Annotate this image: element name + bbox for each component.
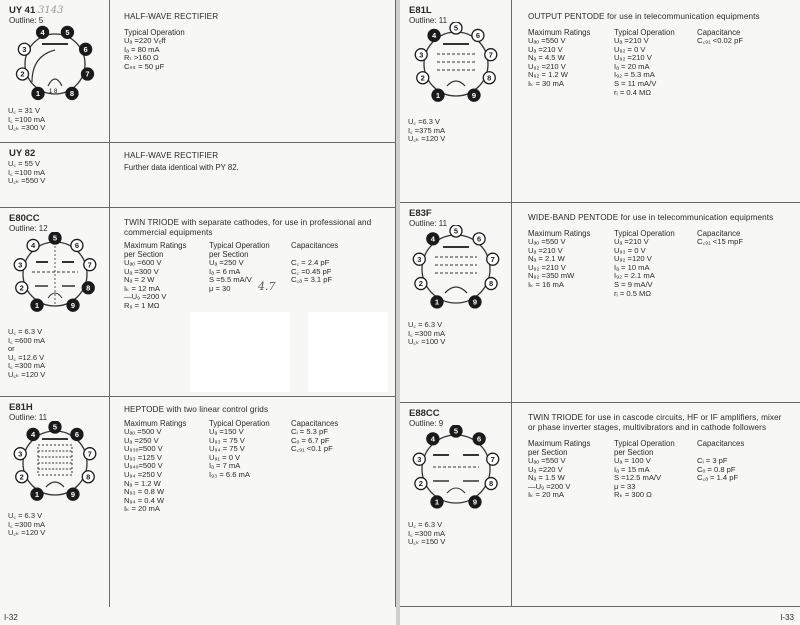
pin-number: 9 [472, 497, 478, 507]
entry-e88cc [400, 403, 800, 607]
capacitances-column [697, 439, 744, 500]
outline-label: Outline: 12 [9, 224, 48, 233]
entry-title: HALF-WAVE RECTIFIER [124, 151, 219, 160]
pin-number: 1 [435, 90, 441, 100]
specs-columns [528, 439, 744, 500]
rating-line: Uₐ =210 V [528, 245, 563, 255]
entry-main [124, 143, 389, 207]
pin-number: 8 [489, 479, 494, 489]
heater-specs [408, 118, 445, 144]
rating-line: μ = 30 [209, 283, 231, 293]
outline-label: Outline: 5 [9, 16, 44, 25]
title-line: TWIN TRIODE with separate cathodes, for use in professional and [124, 218, 372, 227]
heater-cathode-voltage: U꜀ₖ =300 V [8, 123, 46, 133]
typical-operation-header: Typical Operation [614, 439, 675, 448]
rating-line: Nₐ = 1.5 W [528, 473, 565, 483]
rating-line: Uₐ =300 V [124, 266, 159, 276]
title-line: TWIN TRIODE for use in cascode circuits, HF or IF amplifiers, mixer [528, 413, 782, 422]
entry-title: WIDE-BAND PENTODE for use in telecommunication equipments [528, 213, 774, 222]
capacitances-header: Capacitances [291, 419, 339, 428]
pin-number: 3 [18, 449, 23, 459]
entry-title [124, 218, 389, 238]
pin-number: 3 [18, 260, 23, 270]
capacitance-line: C꜀₉₁ <15 mpF [697, 237, 743, 246]
specs-columns [124, 419, 338, 514]
rating-line: Uₐ =210 V [528, 44, 563, 54]
typical-operation-column [124, 28, 185, 71]
rating-line: U₉₃ =125 V [124, 452, 162, 462]
outline-label: Outline: 11 [409, 219, 448, 228]
blank-patch [190, 312, 290, 392]
title-line: commercial equipments [124, 228, 213, 237]
heater-specs [408, 321, 445, 347]
rating-line: U₉₃ = 75 V [209, 435, 245, 445]
rating-line: U₉₄ = 75 V [209, 444, 245, 454]
max-ratings-subheader: per Section [528, 448, 568, 457]
rating-line: R₉ = 1 MΩ [124, 300, 160, 310]
tube-name: E83F [409, 208, 432, 219]
page-right [400, 0, 800, 625]
pin-diagram [2, 421, 108, 507]
rating-line: Nₐ = 4.5 W [528, 53, 565, 63]
heater-voltage: U꜀ = 6.3 V [408, 520, 443, 529]
rating-line: S = 9 mA/V [614, 279, 653, 289]
typical-operation-column [209, 241, 291, 311]
title-line: or phase inverter stages, multivibrators and in cathode followers [528, 423, 767, 432]
pin-number: 1 [434, 497, 440, 507]
capacitance-line: C꜀ = 2.4 pF [291, 258, 330, 267]
capacitance-column [697, 28, 743, 97]
rating-line: Uₐ =250 V [124, 435, 159, 445]
rating-line: N₉₃ = 0.8 W [124, 487, 165, 497]
max-ratings-header: Maximum Ratings [528, 28, 591, 37]
pin-number: 3 [22, 44, 27, 54]
heater-current-alt: I꜀ =300 mA [8, 361, 45, 371]
pin-number: 3 [417, 254, 422, 264]
entry-uy82 [0, 143, 396, 208]
pin-diagram [402, 225, 510, 315]
pin-number: 1 [35, 89, 41, 99]
heater-voltage: U꜀ =6.3 V [408, 117, 440, 126]
entry-sidebar [0, 397, 110, 607]
pin-number: 6 [74, 241, 80, 251]
pin-number: 2 [19, 283, 24, 293]
pin-number: 7 [490, 254, 495, 264]
rating-line: U₉₂ =210 V [528, 61, 566, 71]
pin-number: 6 [477, 434, 482, 444]
rating-line: Iₐ = 7 mA [209, 461, 241, 471]
pin-number: 3 [417, 454, 422, 464]
rating-line: I₉₃ = 6.6 mA [209, 469, 250, 479]
typical-operation-header: Typical Operation [124, 28, 185, 37]
pin-number: 8 [487, 73, 492, 83]
rating-line: U₉₂ =210 V [614, 53, 652, 63]
entry-e80cc [0, 208, 396, 397]
capacitance-header: Capacitance [697, 28, 741, 37]
rating-line: Iₖ = 12 mA [124, 283, 160, 293]
entry-title [528, 413, 794, 433]
pin-number: 7 [87, 449, 92, 459]
outline-label: Outline: 9 [409, 419, 444, 428]
heater-cathode-voltage: U꜀ₖ =550 V [8, 176, 46, 186]
rating-line: μ = 33 [614, 481, 636, 491]
heater-current: I꜀ =300 mA [8, 519, 45, 529]
rating-line: Iₐ = 20 mA [614, 61, 650, 71]
heater-voltage: U꜀ = 55 V [8, 159, 40, 168]
rating-line: S =12.5 mA/V [614, 473, 662, 483]
max-ratings-column [124, 419, 209, 514]
heater-cathode-voltage: U꜀ₖ =100 V [408, 337, 446, 347]
typical-operation-column [614, 28, 697, 97]
entry-uy41 [0, 0, 396, 143]
capacitance-line: Cᵢ = 3 pF [697, 456, 728, 465]
heater-current: I꜀ =300 mA [408, 328, 445, 338]
entry-e81h [0, 397, 396, 607]
max-ratings-column [528, 229, 614, 298]
heater-voltage: U꜀ = 6.3 V [8, 327, 43, 336]
entry-sidebar [0, 143, 110, 207]
pin-diagram [2, 232, 108, 318]
entry-main [124, 0, 389, 142]
rating-line: Rₜ >160 Ω [124, 53, 159, 63]
max-ratings-subheader: per Section [124, 250, 164, 259]
rating-line: Iₐ = 15 mA [614, 464, 650, 474]
pin-number: 5 [453, 226, 459, 236]
rating-line: I₉₂ = 5.3 mA [614, 70, 655, 80]
rating-line: U₉₄ =250 V [124, 469, 162, 479]
pin-number: 7 [87, 260, 92, 270]
heater-specs [408, 521, 445, 547]
page-number-left: I-32 [4, 613, 18, 622]
rating-line: Uₐ =210 V [614, 237, 649, 246]
capacitances-header: Capacitances [697, 439, 745, 448]
capacitance-line: Cₒ = 0.8 pF [697, 464, 736, 474]
rating-line: Rₖ = 300 Ω [614, 490, 652, 500]
typical-operation-header: Typical Operation [209, 419, 270, 428]
pin-number: 9 [472, 297, 478, 307]
base-label: 1 8 [49, 89, 58, 95]
pin-number: 8 [489, 279, 494, 289]
pin-number: 5 [65, 27, 70, 37]
rating-line: —U₉ =200 V [124, 292, 167, 302]
rating-line: U₉₃ₒ=500 V [124, 444, 163, 454]
rating-line: N₉₂ =350 mW [528, 271, 575, 281]
rating-line: Nₐ = 2.1 W [528, 254, 565, 264]
pin-number: 7 [490, 454, 495, 464]
pin-number: 5 [453, 426, 459, 436]
heater-current: I꜀ =100 mA [8, 167, 45, 177]
pin-number: 4 [30, 241, 36, 251]
pin-number: 2 [420, 73, 425, 83]
rating-line: rᵢ = 0.5 MΩ [614, 288, 652, 298]
rating-line: Uₐ =150 V [209, 427, 244, 436]
pin-number: 1 [34, 300, 40, 310]
pin-diagram [402, 425, 510, 515]
rating-line: Uₐ =250 V [209, 258, 244, 267]
rating-line: Uₐ =220 Vₑff [124, 36, 166, 45]
heater-specs [8, 512, 45, 538]
pin-number: 4 [430, 434, 435, 444]
heater-cathode-voltage: U꜀ₖ =120 V [8, 528, 46, 538]
handwritten-note: 4.7 [258, 280, 276, 293]
capacitance-line: Cᵢ = 5.3 pF [291, 427, 328, 436]
pin-diagram [2, 24, 108, 102]
rating-line: Uₐ =210 V [614, 36, 649, 45]
rating-line: Uₐₒ =550 V [528, 456, 566, 465]
typical-operation-subheader: per Section [614, 448, 654, 457]
pin-number: 8 [86, 472, 91, 482]
entry-main [528, 203, 794, 402]
rating-line: Iₖ = 16 mA [528, 279, 564, 289]
entry-sidebar [400, 403, 512, 606]
blank-patch [308, 312, 388, 392]
pin-number: 9 [471, 90, 477, 100]
heater-current: I꜀ =100 mA [8, 114, 45, 124]
rating-line: Uₐₒ =500 V [124, 427, 162, 436]
rating-line: Iₐ = 6 mA [209, 266, 241, 276]
max-ratings-column [528, 439, 614, 500]
rating-line: Iₖ = 20 mA [124, 504, 160, 514]
specs-columns [124, 28, 185, 71]
pin-number: 4 [431, 31, 437, 41]
tube-name: E80CC [9, 213, 40, 224]
entry-title: HALF-WAVE RECTIFIER [124, 12, 219, 21]
entry-sidebar [400, 203, 512, 402]
tube-name: E88CC [409, 408, 440, 419]
rating-line: N₉₂ = 1.2 W [528, 70, 568, 80]
rating-line: Uₐₒ =550 V [528, 237, 566, 246]
outline-label: Outline: 11 [409, 16, 448, 25]
rating-line: Iₐ = 10 mA [614, 262, 650, 272]
tube-name: UY 41 [9, 5, 36, 16]
rating-line: rᵢ = 0.4 MΩ [614, 87, 652, 97]
handwritten-note: 3143 [38, 5, 64, 16]
pin-number: 2 [19, 472, 24, 482]
entry-e81l [400, 0, 800, 203]
heater-current: I꜀ =300 mA [408, 528, 445, 538]
pin-number: 2 [418, 279, 423, 289]
pin-number: 4 [430, 234, 435, 244]
pin-number: 8 [86, 283, 91, 293]
pin-number: 7 [488, 50, 493, 60]
entry-main [528, 0, 794, 202]
tube-name: UY 82 [9, 148, 36, 159]
rating-line: Nₐ = 1.2 W [124, 478, 161, 488]
pin-number: 2 [418, 479, 423, 489]
pin-number: 8 [69, 89, 75, 99]
rating-line: I₉₂ = 2.1 mA [614, 271, 655, 281]
rating-line: N₉₄ = 0.4 W [124, 495, 165, 505]
rating-line: U₉₃ = 0 V [614, 245, 646, 255]
capacitance-line: Cₒ = 6.7 pF [291, 435, 330, 445]
max-ratings-column [124, 241, 209, 311]
rating-line: U₉₁ = 0 V [209, 452, 241, 462]
max-ratings-header: Maximum Ratings [528, 439, 591, 448]
pin-number: 5 [453, 23, 459, 33]
heater-cathode-voltage: U꜀ₖ =150 V [408, 537, 446, 547]
pin-number: 1 [34, 489, 40, 499]
capacitance-line: C꜀ =0.45 pF [291, 266, 332, 276]
entry-main [528, 403, 794, 606]
heater-specs [8, 160, 45, 186]
capacitance-line: C꜀₉₁ <0.1 pF [291, 444, 333, 454]
pin-diagram [402, 22, 510, 108]
tube-name: E81H [9, 402, 33, 413]
heater-or: or [8, 344, 15, 354]
pin-number: 7 [85, 69, 90, 79]
pin-number: 6 [74, 430, 80, 440]
page-number-right: I-33 [780, 613, 794, 622]
typical-operation-subheader: per Section [209, 250, 249, 259]
entry-sidebar [0, 0, 110, 142]
rating-line: U₉₂ = 0 V [614, 44, 646, 54]
specs-columns [528, 28, 743, 97]
heater-voltage: U꜀ = 6.3 V [408, 320, 443, 329]
rating-line: S =5.5 mA/V [209, 275, 252, 285]
pin-number: 1 [434, 297, 440, 307]
capacitance-line: C꜀ₐ = 3.1 pF [291, 275, 333, 285]
pin-number: 9 [70, 300, 76, 310]
pin-number: 6 [475, 31, 481, 41]
max-ratings-header: Maximum Ratings [528, 229, 591, 238]
entry-title: OUTPUT PENTODE for use in telecommunication equipments [528, 12, 760, 21]
pin-number: 6 [83, 44, 88, 54]
rating-line: Iₖ = 20 mA [528, 490, 564, 500]
typical-operation-header: Typical Operation [614, 28, 675, 37]
capacitance-header: Capacitance [697, 229, 741, 238]
rating-line: Cₙₗₜ = 50 μF [124, 61, 165, 71]
typical-operation-header: Typical Operation [614, 229, 675, 238]
specs-columns [124, 241, 338, 311]
rating-line: Nₐ = 2 W [124, 275, 155, 285]
capacitances-column [291, 419, 338, 514]
rating-line: U₉₄ₒ=500 V [124, 461, 163, 471]
capacitance-line: C꜀₉₁ <0.02 pF [697, 36, 743, 45]
page-left [0, 0, 396, 625]
entry-sidebar [400, 0, 512, 202]
heater-voltage-alt: U꜀ =12.6 V [8, 352, 45, 362]
rating-line: S = 11 mA/V [614, 78, 657, 88]
pin-number: 6 [477, 234, 482, 244]
heater-current: I꜀ =375 mA [408, 125, 445, 135]
tube-name: E81L [409, 5, 432, 16]
pin-number: 9 [70, 489, 76, 499]
capacitance-line: C꜀ₐ = 1.4 pF [697, 473, 739, 483]
entry-title: HEPTODE with two linear control grids [124, 405, 269, 414]
typical-operation-header: Typical Operation [209, 241, 270, 250]
heater-specs [8, 328, 45, 380]
max-ratings-column [528, 28, 614, 97]
entry-note: Further data identical with PY 82. [124, 163, 239, 172]
heater-cathode-voltage: U꜀ₖ =120 V [8, 369, 46, 379]
capacitances-header: Capacitances [291, 241, 339, 250]
capacitances-column [291, 241, 338, 311]
rating-line: Uₐ =220 V [528, 464, 563, 474]
typical-operation-column [209, 419, 291, 514]
rating-line: Uₐₒ =550 V [528, 36, 566, 45]
entry-e83f [400, 203, 800, 403]
pin-number: 2 [20, 69, 25, 79]
entry-main [124, 397, 389, 607]
rating-line: Uₐ = 100 V [614, 456, 651, 465]
heater-specs [8, 107, 45, 133]
specs-columns [528, 229, 743, 298]
rating-line: U₉₂ =120 V [614, 254, 652, 264]
rating-line: —U₉ =200 V [528, 481, 571, 491]
pin-number: 5 [52, 422, 58, 432]
pin-number: 5 [52, 233, 58, 243]
heater-current: I꜀ =600 mA [8, 335, 45, 345]
rating-line: U₉₂ =210 V [528, 262, 566, 272]
capacitance-column [697, 229, 743, 298]
typical-operation-column [614, 229, 697, 298]
heater-voltage: U꜀ = 31 V [8, 106, 40, 115]
typical-operation-column [614, 439, 697, 500]
heater-cathode-voltage: U꜀ₖ =120 V [408, 134, 446, 144]
outline-label: Outline: 11 [9, 413, 48, 422]
rating-line: Uₐₒ =600 V [124, 258, 162, 267]
pin-number: 4 [40, 27, 45, 37]
pin-number: 4 [30, 430, 36, 440]
entry-sidebar [0, 208, 110, 396]
heater-voltage: U꜀ = 6.3 V [8, 511, 43, 520]
max-ratings-header: Maximum Ratings [124, 419, 187, 428]
pin-number: 3 [419, 50, 424, 60]
rating-line: Iₐ = 80 mA [124, 44, 160, 54]
rating-line: Iₖ = 30 mA [528, 78, 564, 88]
max-ratings-header: Maximum Ratings [124, 241, 187, 250]
